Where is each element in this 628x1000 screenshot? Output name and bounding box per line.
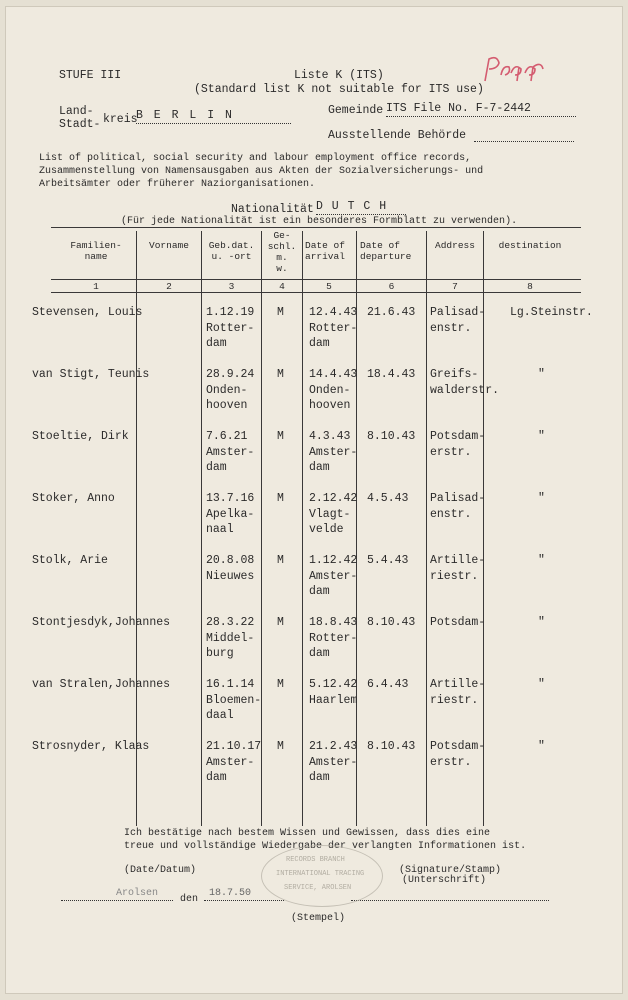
column-number: 4	[279, 281, 285, 292]
cell-name: van Stralen,Johannes	[32, 678, 171, 691]
cell-destination: "	[538, 740, 545, 753]
nationality-label: Nationalität	[231, 203, 314, 216]
column-divider	[426, 231, 427, 826]
cell-sex: M	[277, 616, 284, 629]
date-label: (Date/Datum)	[124, 865, 197, 876]
gemeinde-label: Gemeinde	[328, 104, 384, 117]
land-label: Land-	[59, 105, 94, 118]
cell-destination: "	[538, 554, 545, 567]
column-number: 7	[452, 281, 458, 292]
cell-arrival: 5.12.42 Haarlem	[309, 678, 358, 707]
cell-address: Greifs- walderstr.	[430, 368, 500, 397]
cell-name: Stevensen, Louis	[32, 306, 143, 319]
liste-title: Liste K (ITS)	[294, 69, 384, 82]
cell-sex: M	[277, 492, 284, 505]
cell-name: Stontjesdyk,Johannes	[32, 616, 171, 629]
cell-sex: M	[277, 678, 284, 691]
cell-name: Stoeltie, Dirk	[32, 430, 129, 443]
cell-arrival: 2.12.42 Vlagt- velde	[309, 492, 358, 536]
cell-destination: "	[538, 492, 545, 505]
column-header-familienname: Familien- name	[70, 240, 122, 262]
stamp-text: RECORDS BRANCH	[286, 856, 345, 864]
den-label: den	[180, 894, 199, 905]
cell-address: Artille- riestr.	[430, 678, 486, 707]
column-number: 1	[93, 281, 99, 292]
column-number: 8	[527, 281, 533, 292]
signature-line	[351, 900, 549, 902]
cell-name: Strosnyder, Klaas	[32, 740, 150, 753]
office-stamp	[261, 845, 383, 907]
cell-name: Stoker, Anno	[32, 492, 115, 505]
date-line	[61, 900, 173, 902]
kreis-value: B E R L I N	[136, 109, 291, 124]
stamp-text: INTERNATIONAL TRACING	[276, 870, 365, 878]
date-value: 18.7.50	[209, 888, 252, 899]
cell-birth: 28.3.22 Middel- burg	[206, 616, 255, 660]
description-line-3: Arbeitsämter oder früherer Naziorganisationen.	[39, 179, 316, 190]
cell-sex: M	[277, 368, 284, 381]
behoerde-value	[474, 129, 574, 142]
stempel-label: (Stempel)	[291, 913, 346, 924]
kreis-label: kreis	[103, 113, 138, 126]
column-number: 3	[228, 281, 235, 292]
column-divider	[261, 231, 262, 826]
nationality-note: (Für jede Nationalität ist ein besonderes Formblatt zu verwenden).	[121, 216, 518, 227]
column-divider	[201, 231, 202, 826]
cell-destination: Lg.Steinstr.	[510, 306, 593, 319]
cell-address: Potsdam- erstr.	[430, 740, 486, 769]
nationality-value: D U T C H	[316, 200, 406, 215]
place-value: Arolsen	[116, 888, 159, 899]
column-header-vorname: Vorname	[149, 240, 189, 251]
column-header-geburt: Geb.dat. u. -ort	[208, 240, 255, 262]
column-divider	[302, 231, 303, 826]
cell-birth: 20.8.08 Nieuwes	[206, 554, 255, 583]
behoerde-label: Ausstellende Behörde	[328, 129, 467, 142]
cell-sex: M	[277, 554, 284, 567]
its-file-number: ITS File No. F-7-2442	[386, 102, 576, 117]
cell-birth: 21.10.17 Amster- dam	[206, 740, 262, 784]
cell-name: van Stigt, Teunis	[32, 368, 150, 381]
liste-subtitle: (Standard list K not suitable for ITS use)	[194, 83, 484, 96]
cell-sex: M	[277, 740, 284, 753]
cell-arrival: 14.4.43 Onden- hooven	[309, 368, 358, 412]
cell-birth: 16.1.14 Bloemen- daal	[206, 678, 262, 722]
description-line-2: Zusammenstellung von Namensausgaben aus Akten der Sozialversicherungs- und	[39, 166, 484, 177]
signature-label: (Signature/Stamp)	[399, 865, 502, 876]
description-line-1: List of political, social security and labour employment office records,	[39, 153, 472, 164]
cell-destination: "	[538, 616, 545, 629]
cell-sex: M	[277, 430, 284, 443]
cell-departure: 6.4.43	[367, 678, 409, 691]
cell-address: Potsdam- erstr.	[430, 430, 486, 459]
table-number-rule	[51, 279, 581, 280]
cell-arrival: 18.8.43 Rotter- dam	[309, 616, 358, 660]
table-header-rule	[51, 292, 581, 293]
cell-departure: 8.10.43	[367, 740, 416, 753]
column-number: 5	[326, 281, 332, 292]
cell-departure: 21.6.43	[367, 306, 416, 319]
cell-arrival: 21.2.43 Amster- dam	[309, 740, 358, 784]
stamp-text: SERVICE, AROLSEN	[284, 884, 352, 892]
stadt-label: Stadt-	[59, 118, 101, 131]
cell-departure: 4.5.43	[367, 492, 409, 505]
unterschrift-label: (Unterschrift)	[402, 875, 487, 886]
table-top-rule	[51, 227, 581, 228]
cell-sex: M	[277, 306, 284, 319]
cell-arrival: 4.3.43 Amster- dam	[309, 430, 358, 474]
cell-birth: 13.7.16 Apelka- naal	[206, 492, 255, 536]
handwritten-mark	[481, 53, 547, 85]
column-header-destination: destination	[498, 240, 562, 251]
column-header-arrival: Date of arrival	[305, 240, 345, 262]
cell-birth: 28.9.24 Onden- hooven	[206, 368, 255, 412]
confirmation-line-1: Ich bestätige nach bestem Wissen und Gewissen, dass dies eine	[124, 828, 491, 839]
cell-birth: 7.6.21 Amster- dam	[206, 430, 255, 474]
cell-departure: 8.10.43	[367, 430, 416, 443]
confirmation-line-2: treue und vollständige Wiedergabe der verlangten Informationen ist.	[124, 841, 527, 852]
cell-departure: 8.10.43	[367, 616, 416, 629]
cell-address: Palisad- enstr.	[430, 306, 486, 335]
cell-destination: "	[538, 678, 545, 691]
cell-arrival: 1.12.42 Amster- dam	[309, 554, 358, 598]
column-header-geschlecht: Ge- schl. m. w.	[267, 230, 297, 274]
cell-birth: 1.12.19 Rotter- dam	[206, 306, 255, 350]
cell-departure: 18.4.43	[367, 368, 416, 381]
cell-departure: 5.4.43	[367, 554, 409, 567]
document-page	[5, 6, 623, 994]
stufe-label: STUFE III	[59, 69, 122, 82]
cell-name: Stolk, Arie	[32, 554, 108, 567]
column-header-address: Address	[435, 240, 475, 251]
cell-destination: "	[538, 368, 545, 381]
date-line	[204, 900, 284, 902]
column-number: 2	[166, 281, 172, 292]
cell-address: Palisad- enstr.	[430, 492, 486, 521]
cell-arrival: 12.4.43 Rotter- dam	[309, 306, 358, 350]
cell-address: Potsdam-	[430, 616, 486, 629]
cell-address: Artille- riestr.	[430, 554, 486, 583]
cell-destination: "	[538, 430, 545, 443]
column-header-departure: Date of departure	[360, 240, 412, 262]
column-number: 6	[388, 281, 395, 292]
